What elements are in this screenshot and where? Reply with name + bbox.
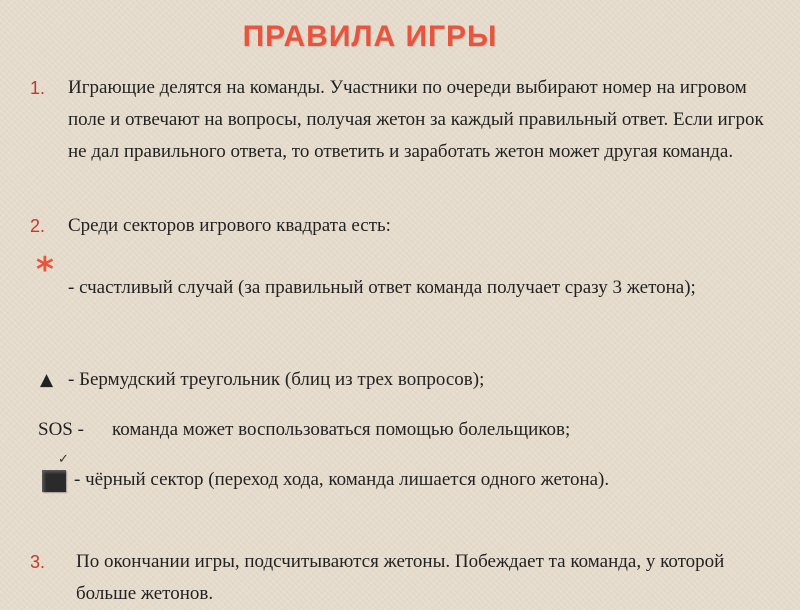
rule-number: 2. xyxy=(30,216,46,236)
sector-bermuda-text: - Бермудский треугольник (блиц из трех вопросов); xyxy=(68,369,485,390)
asterisk-icon: * xyxy=(36,250,54,290)
check-icon: ✓ xyxy=(58,452,69,467)
sos-label: SOS - xyxy=(38,419,84,440)
sector-sos-text: команда может воспользоваться помощью болельщиков; xyxy=(112,419,571,440)
rule-text: Играющие делятся на команды. Участники по очереди выбирают номер на игровом поле и отвечают на вопросы, получая жетон за каждый правильный ответ. Если игрок не дал правильного ответа, то ответить и заработать жетон может другая команда. xyxy=(68,77,764,162)
rule-text: По окончании игры, подсчитываются жетоны. Побеждает та команда, у которой больше жетонов. xyxy=(76,551,725,604)
rule-number: 1. xyxy=(30,78,46,98)
triangle-icon: ▲ xyxy=(40,370,54,390)
sector-lucky-text: - счастливый случай (за правильный ответ команда получает сразу 3 жетона); xyxy=(68,277,696,298)
page-title: ПРАВИЛА ИГРЫ xyxy=(242,20,498,53)
rule-number: 3. xyxy=(30,552,46,572)
rule-text: Среди секторов игрового квадрата есть: xyxy=(68,215,391,236)
sector-black-text: - чёрный сектор (переход хода, команда лишается одного жетона). xyxy=(74,469,610,490)
